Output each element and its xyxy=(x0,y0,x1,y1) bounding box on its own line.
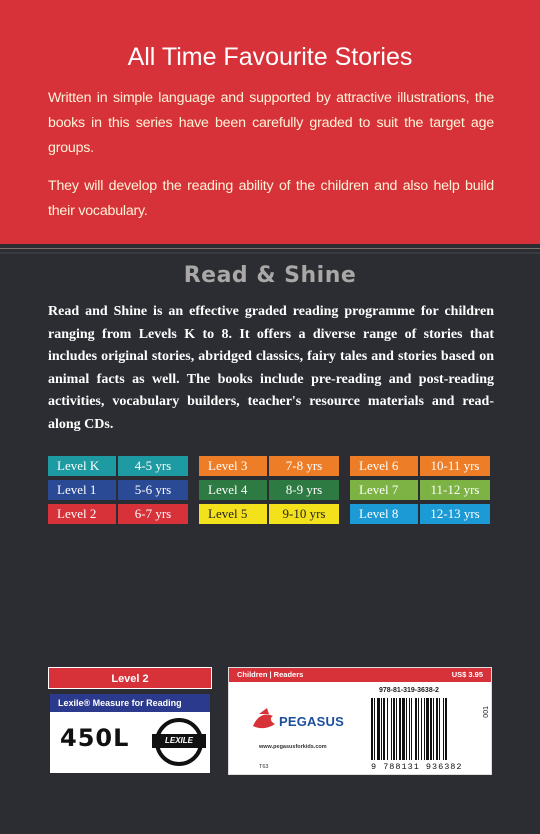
barcode-bar xyxy=(396,698,397,760)
barcode-bar xyxy=(424,698,425,760)
barcode-bar xyxy=(421,698,422,760)
lexile-header: Lexile® Measure for Reading xyxy=(50,694,210,712)
publisher-url: www.pegasusforkids.com xyxy=(259,744,327,750)
barcode-bar xyxy=(409,698,410,760)
barcode-bar xyxy=(439,698,440,760)
barcode-bar xyxy=(383,698,385,760)
level-age: 6-7 yrs xyxy=(118,504,188,524)
barcode-card xyxy=(228,667,492,775)
barcode-bar xyxy=(415,698,417,760)
level-age: 5-6 yrs xyxy=(118,480,188,500)
level-name: Level 6 xyxy=(350,456,418,476)
level-age: 9-10 yrs xyxy=(269,504,339,524)
barcode-bar xyxy=(433,698,434,760)
barcode-bar xyxy=(387,698,388,760)
level-name: Level 4 xyxy=(199,480,267,500)
series-description: Read and Shine is an effective graded reading programme for children ranging from Levels K to 8. It offers a diverse range of stories that includes original stories, abridged classics, fairy tales and stories based on animal facts as well. The books include pre-reading and post-reading activities, vocabulary builders, teacher's resource materials and read-along CDs. xyxy=(48,304,494,432)
barcode-header xyxy=(229,668,491,682)
level-group xyxy=(199,456,339,528)
level-name: Level 2 xyxy=(48,504,116,524)
barcode-bar xyxy=(426,698,429,760)
barcode-bar xyxy=(443,698,444,760)
level-group xyxy=(350,456,490,528)
level-age: 8-9 yrs xyxy=(269,480,339,500)
price-label: US$ 3.95 xyxy=(451,670,483,679)
intro-paragraph: Written in simple language and supported by attractive illustrations, the books in this series have been carefully graded to suit the target age groups. xyxy=(48,90,494,156)
level-row xyxy=(199,456,339,476)
barcode-bar xyxy=(402,698,405,760)
intro-paragraph-2: They will develop the reading ability of the children and also help build their vocabulary. xyxy=(48,178,494,219)
barcode-bar xyxy=(406,698,407,760)
barcode-bar xyxy=(430,698,432,760)
level-row xyxy=(350,504,490,524)
divider xyxy=(0,252,540,254)
level-age: 12-13 yrs xyxy=(420,504,490,524)
divider xyxy=(0,248,540,249)
level-name: Level 3 xyxy=(199,456,267,476)
series-title: Read & Shine xyxy=(183,263,357,288)
barcode-bar xyxy=(391,698,392,760)
lexile-value: 450L xyxy=(60,724,130,752)
level-age: 10-11 yrs xyxy=(420,456,490,476)
level-row xyxy=(199,480,339,500)
category-label: Children | Readers xyxy=(237,670,304,679)
level-age: 7-8 yrs xyxy=(269,456,339,476)
level-group xyxy=(48,456,188,528)
level-row xyxy=(350,456,490,476)
level-age: 11-12 yrs xyxy=(420,480,490,500)
level-row xyxy=(199,504,339,524)
level-row xyxy=(48,504,188,524)
level-row xyxy=(48,456,188,476)
barcode-bar xyxy=(445,698,447,760)
barcode-bar xyxy=(436,698,438,760)
level-row xyxy=(48,480,188,500)
level-name: Level K xyxy=(48,456,116,476)
barcode-bar xyxy=(381,698,382,760)
level-name: Level 5 xyxy=(199,504,267,524)
product-code: T63 xyxy=(259,764,269,770)
barcode-bar xyxy=(393,698,395,760)
barcode-bar xyxy=(418,698,419,760)
barcode-icon xyxy=(369,698,479,760)
lexile-logo-text: LEXILE xyxy=(152,734,206,748)
lexile-badge xyxy=(48,692,212,775)
level-badge: Level 2 xyxy=(48,667,212,689)
barcode-bar xyxy=(411,698,412,760)
barcode-bar xyxy=(371,698,373,760)
barcode-digits: 9 788131 936382 xyxy=(371,762,463,772)
publisher-name: PEGASUS xyxy=(279,714,344,729)
level-age: 4-5 yrs xyxy=(118,456,188,476)
level-row xyxy=(350,480,490,500)
barcode-bar xyxy=(374,698,375,760)
barcode-side-code: 001 xyxy=(483,706,490,718)
level-name: Level 8 xyxy=(350,504,418,524)
page-title: All Time Favourite Stories xyxy=(127,43,413,71)
isbn: 978-81-319-3638-2 xyxy=(379,687,439,694)
barcode-bar xyxy=(399,698,401,760)
barcode-bar xyxy=(377,698,380,760)
level-name: Level 7 xyxy=(350,480,418,500)
level-name: Level 1 xyxy=(48,480,116,500)
